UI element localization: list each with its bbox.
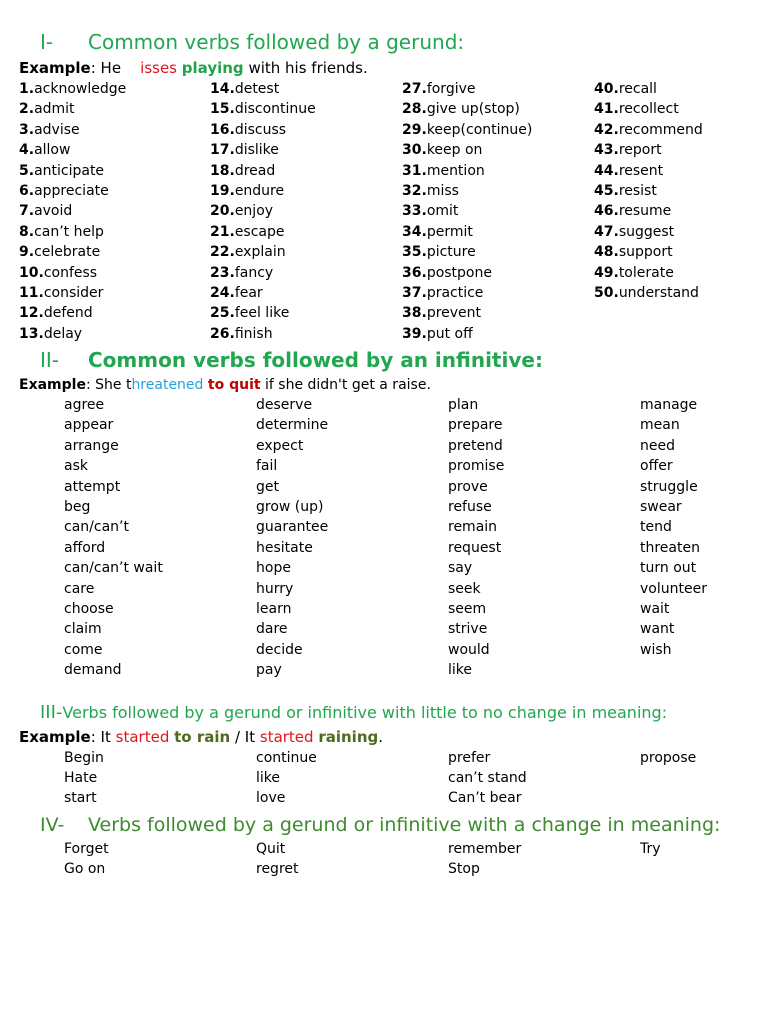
item-number: 15.	[210, 101, 235, 118]
example-label: Example	[19, 377, 86, 393]
item-number: 19.	[210, 183, 235, 199]
infinitive-verb-item: plan	[448, 397, 479, 413]
item-number: 30.	[402, 142, 427, 159]
item-verb: acknowledge	[34, 81, 127, 97]
item-number: 46.	[594, 203, 619, 220]
example-text: : She t	[85, 377, 132, 393]
item-number: 31.	[402, 162, 427, 179]
gerund-verb-item	[210, 163, 275, 179]
gerund-verb-item	[210, 244, 286, 260]
infinitive-verb-item: deserve	[256, 397, 313, 413]
item-number: 44.	[594, 162, 619, 179]
infinitive-verb-item: prepare	[448, 417, 503, 434]
item-number: 17.	[210, 142, 235, 159]
section-2-heading: Common verbs followed by an infinitive:	[88, 348, 543, 372]
item-verb: recall	[618, 81, 657, 97]
item-number: 6.	[19, 183, 35, 199]
infinitive-verb-item: afford	[64, 539, 106, 556]
no-change-verb-item: propose	[640, 750, 697, 766]
gerund-verb-item	[594, 163, 663, 179]
infinitive-verb-item: grow (up)	[256, 499, 324, 515]
infinitive-verb-item: swear	[640, 499, 682, 515]
example-rest: with his friends.	[248, 59, 368, 77]
item-verb: anticipate	[34, 162, 105, 179]
gerund-verb-item	[210, 326, 273, 342]
item-verb: feel like	[234, 305, 290, 322]
item-verb: tolerate	[618, 264, 674, 281]
no-change-verb-item: love	[256, 790, 286, 807]
example-gerund: playing	[181, 59, 244, 77]
item-number: 48.	[594, 244, 619, 261]
gerund-verb-item	[594, 101, 679, 117]
gerund-verb-item	[402, 305, 481, 321]
no-change-verb-item: Begin	[64, 750, 104, 766]
item-number: 38.	[402, 305, 427, 322]
item-verb: consider	[43, 285, 104, 301]
item-number: 41.	[594, 101, 619, 118]
gerund-verb-item	[402, 142, 482, 158]
item-verb: celebrate	[34, 244, 101, 261]
section-1-title	[40, 30, 464, 54]
change-meaning-verb-item: Stop	[448, 861, 480, 878]
infinitive-verb-item: decide	[256, 641, 303, 658]
item-number: 42.	[594, 121, 619, 138]
item-verb: resent	[618, 162, 664, 179]
gerund-verb-item	[19, 203, 72, 219]
gerund-verb-item	[402, 183, 459, 199]
infinitive-verb-item: determine	[256, 417, 329, 434]
section-1-heading: Common verbs followed by a gerund:	[88, 30, 465, 54]
item-verb: avoid	[34, 203, 73, 220]
gerund-verb-item	[210, 142, 279, 158]
infinitive-verb-item: seek	[448, 580, 481, 597]
no-change-verb-item: start	[64, 790, 97, 807]
gerund-verb-item	[19, 244, 100, 260]
section-2-number: II-	[40, 348, 60, 372]
gerund-verb-item	[19, 81, 126, 97]
infinitive-verb-item: need	[640, 437, 675, 454]
item-number: 2.	[19, 101, 35, 118]
change-meaning-verb-item: Try	[640, 841, 661, 857]
item-verb: explain	[234, 244, 286, 261]
example-verb: hreatened	[131, 377, 204, 393]
gerund-verb-item	[19, 183, 109, 199]
item-verb: put off	[426, 325, 473, 342]
item-verb: resume	[618, 203, 672, 220]
item-verb: permit	[426, 223, 473, 240]
infinitive-verb-item: get	[256, 478, 279, 495]
item-number: 4.	[19, 142, 35, 159]
item-verb: can’t help	[34, 223, 104, 240]
item-verb: give up(stop)	[426, 101, 520, 118]
gerund-verb-item	[402, 203, 458, 219]
section-3-number: III-	[40, 702, 63, 723]
gerund-verb-item	[210, 285, 263, 301]
item-verb: detest	[234, 81, 280, 97]
gerund-verb-item	[402, 244, 476, 260]
item-verb: advise	[34, 121, 80, 138]
gerund-verb-item	[402, 326, 473, 342]
item-number: 29.	[402, 121, 427, 138]
infinitive-verb-item: would	[448, 641, 490, 658]
item-verb: omit	[426, 203, 459, 220]
item-verb: support	[618, 244, 673, 261]
infinitive-verb-item: choose	[64, 601, 114, 617]
item-number: 27.	[402, 81, 427, 97]
section-4-title	[40, 814, 720, 836]
item-verb: recommend	[618, 121, 703, 138]
infinitive-verb-item: beg	[64, 499, 91, 515]
infinitive-verb-item: seem	[448, 601, 487, 617]
item-number: 7.	[19, 203, 35, 220]
item-verb: fear	[234, 285, 263, 301]
item-verb: miss	[426, 183, 459, 199]
infinitive-verb-item: agree	[64, 397, 105, 413]
infinitive-verb-item: strive	[448, 621, 488, 638]
infinitive-verb-item: manage	[640, 397, 698, 413]
item-number: 13.	[19, 325, 44, 342]
gerund-verb-item	[19, 122, 80, 138]
gerund-verb-item	[594, 285, 699, 301]
infinitive-verb-item: wish	[640, 641, 672, 658]
infinitive-verb-item: struggle	[640, 478, 698, 495]
gerund-verb-item	[594, 81, 657, 97]
item-verb: allow	[34, 142, 71, 159]
item-number: 16.	[210, 121, 235, 138]
example-infinitive: to quit	[207, 377, 261, 393]
infinitive-verb-item: attempt	[64, 478, 121, 495]
infinitive-verb-item: prove	[448, 478, 488, 495]
section-1-number: I-	[40, 30, 54, 54]
item-number: 47.	[594, 223, 619, 240]
item-number: 39.	[402, 325, 427, 342]
change-meaning-verb-item: remember	[448, 841, 522, 857]
section-3-heading: Verbs followed by a gerund or infinitive with little to no change in meaning:	[62, 703, 668, 722]
section-2-example	[19, 377, 431, 393]
infinitive-verb-item: guarantee	[256, 519, 329, 536]
gerund-verb-item	[19, 285, 103, 301]
gerund-verb-item	[402, 101, 520, 117]
gerund-verb-item	[210, 183, 284, 199]
infinitive-verb-item: remain	[448, 519, 498, 536]
infinitive-verb-item: care	[64, 580, 95, 597]
item-number: 32.	[402, 183, 427, 199]
infinitive-verb-item: turn out	[640, 560, 697, 577]
gerund-verb-item	[594, 142, 662, 158]
item-verb: finish	[234, 325, 273, 342]
gerund-verb-item	[210, 265, 273, 281]
infinitive-verb-item: can/can’t	[64, 519, 129, 536]
item-number: 49.	[594, 264, 619, 281]
item-number: 37.	[402, 285, 427, 301]
section-4-heading: Verbs followed by a gerund or infinitive with a change in meaning:	[88, 814, 721, 836]
gerund-verb-item	[402, 224, 473, 240]
item-verb: suggest	[618, 223, 675, 240]
infinitive-verb-item: hesitate	[256, 539, 313, 556]
item-verb: keep(continue)	[426, 121, 533, 138]
change-meaning-verb-item: Forget	[64, 841, 109, 857]
item-number: 35.	[402, 244, 427, 261]
infinitive-verb-item: demand	[64, 662, 122, 679]
item-verb: dislike	[234, 142, 279, 159]
infinitive-verb-item: fail	[256, 458, 278, 475]
infinitive-verb-item: come	[64, 641, 103, 658]
change-meaning-verb-item: Go on	[64, 861, 106, 878]
section-2-title	[40, 348, 543, 372]
item-number: 40.	[594, 81, 619, 97]
item-number: 50.	[594, 285, 619, 301]
infinitive-verb-item: claim	[64, 621, 102, 638]
section-3-title	[40, 702, 667, 723]
item-verb: discontinue	[234, 101, 316, 118]
example-separator: / It	[234, 728, 256, 746]
no-change-verb-item: can’t stand	[448, 770, 527, 787]
change-meaning-verb-item: regret	[256, 861, 299, 878]
example-verb: isses	[140, 59, 177, 77]
infinitive-verb-item: volunteer	[640, 580, 707, 597]
infinitive-verb-item: threaten	[640, 539, 700, 556]
infinitive-verb-item: pay	[256, 662, 282, 679]
infinitive-verb-item: learn	[256, 601, 292, 617]
gerund-verb-item	[210, 203, 273, 219]
item-number: 10.	[19, 264, 44, 281]
example-rest: if she didn't get a raise.	[265, 377, 431, 393]
item-number: 28.	[402, 101, 427, 118]
infinitive-verb-item: can/can’t wait	[64, 560, 163, 577]
infinitive-verb-item: expect	[256, 437, 304, 454]
section-3-example	[19, 728, 383, 746]
gerund-verb-item	[594, 265, 674, 281]
example-label: Example	[19, 728, 91, 746]
item-verb: understand	[618, 285, 699, 301]
item-number: 24.	[210, 285, 235, 301]
gerund-verb-item	[19, 326, 82, 342]
example-verb-1: started	[115, 728, 170, 746]
item-number: 33.	[402, 203, 427, 220]
infinitive-verb-item: ask	[64, 458, 88, 475]
item-number: 14.	[210, 81, 235, 97]
infinitive-verb-item: refuse	[448, 499, 492, 515]
infinitive-verb-item: appear	[64, 417, 114, 434]
no-change-verb-item: Hate	[64, 770, 98, 787]
item-verb: confess	[43, 264, 98, 281]
item-verb: mention	[426, 162, 485, 179]
item-number: 36.	[402, 264, 427, 281]
example-text: : He	[90, 59, 122, 77]
item-verb: practice	[426, 285, 484, 301]
example-end: .	[378, 728, 384, 746]
infinitive-verb-item: say	[448, 560, 473, 577]
gerund-verb-item	[594, 244, 673, 260]
gerund-verb-item	[402, 265, 492, 281]
item-number: 26.	[210, 325, 235, 342]
item-verb: report	[618, 142, 662, 159]
item-verb: appreciate	[34, 183, 109, 199]
infinitive-verb-item: promise	[448, 458, 505, 475]
infinitive-verb-item: tend	[640, 519, 672, 536]
gerund-verb-item	[19, 265, 97, 281]
change-meaning-verb-item: Quit	[256, 841, 286, 857]
item-verb: forgive	[426, 81, 476, 97]
gerund-verb-item	[402, 163, 485, 179]
item-verb: escape	[234, 223, 285, 240]
item-verb: endure	[234, 183, 285, 199]
item-verb: admit	[34, 101, 75, 118]
item-number: 22.	[210, 244, 235, 261]
item-number: 23.	[210, 264, 235, 281]
item-number: 34.	[402, 223, 427, 240]
item-number: 1.	[19, 81, 35, 97]
infinitive-verb-item: hope	[256, 560, 291, 577]
infinitive-verb-item: like	[448, 662, 473, 679]
item-number: 8.	[19, 223, 35, 240]
item-verb: recollect	[618, 101, 679, 118]
item-verb: postpone	[426, 264, 492, 281]
gerund-verb-item	[19, 142, 70, 158]
infinitive-verb-item: want	[640, 621, 675, 638]
infinitive-verb-item: offer	[640, 458, 673, 475]
gerund-verb-item	[594, 183, 657, 199]
item-verb: discuss	[234, 121, 287, 138]
item-number: 9.	[19, 244, 35, 261]
item-number: 18.	[210, 162, 235, 179]
gerund-verb-item	[19, 305, 93, 321]
infinitive-verb-item: dare	[256, 621, 288, 638]
gerund-verb-item	[19, 101, 75, 117]
gerund-verb-item	[594, 224, 674, 240]
item-verb: keep on	[426, 142, 483, 159]
example-label: Example	[19, 59, 91, 77]
item-number: 12.	[19, 305, 44, 322]
item-number: 5.	[19, 162, 35, 179]
gerund-verb-item	[402, 285, 483, 301]
item-verb: dread	[234, 162, 276, 179]
item-verb: delay	[43, 325, 83, 342]
item-verb: enjoy	[234, 203, 274, 220]
example-gerund: raining	[318, 728, 379, 746]
gerund-verb-item	[19, 224, 104, 240]
item-number: 21.	[210, 223, 235, 240]
item-verb: resist	[618, 183, 657, 199]
infinitive-verb-item: mean	[640, 417, 680, 434]
infinitive-verb-item: arrange	[64, 437, 119, 454]
infinitive-verb-item: pretend	[448, 437, 503, 454]
gerund-verb-item	[210, 305, 289, 321]
section-1-example	[19, 59, 368, 77]
item-verb: defend	[43, 305, 93, 322]
item-number: 45.	[594, 183, 619, 199]
gerund-verb-item	[402, 122, 532, 138]
infinitive-verb-item: wait	[640, 601, 670, 617]
no-change-verb-item: continue	[256, 750, 317, 766]
gerund-verb-item	[402, 81, 476, 97]
item-number: 3.	[19, 121, 35, 138]
item-verb: fancy	[234, 264, 274, 281]
infinitive-verb-item: hurry	[256, 580, 294, 597]
gerund-verb-item	[594, 203, 671, 219]
section-4-number: IV-	[40, 814, 65, 836]
gerund-verb-item	[19, 163, 104, 179]
item-number: 11.	[19, 285, 44, 301]
example-text: : It	[90, 728, 111, 746]
gerund-verb-item	[210, 224, 285, 240]
item-number: 20.	[210, 203, 235, 220]
item-number: 43.	[594, 142, 619, 159]
gerund-verb-item	[594, 122, 703, 138]
gerund-verb-item	[210, 81, 279, 97]
example-verb-2: started	[259, 728, 314, 746]
item-number: 25.	[210, 305, 235, 322]
item-verb: picture	[426, 244, 476, 261]
gerund-verb-item	[210, 101, 316, 117]
item-verb: prevent	[426, 305, 482, 322]
gerund-verb-item	[210, 122, 286, 138]
no-change-verb-item: like	[256, 770, 281, 787]
no-change-verb-item: Can’t bear	[448, 790, 522, 807]
example-infinitive: to rain	[174, 728, 231, 746]
no-change-verb-item: prefer	[448, 750, 491, 766]
infinitive-verb-item: request	[448, 539, 502, 556]
